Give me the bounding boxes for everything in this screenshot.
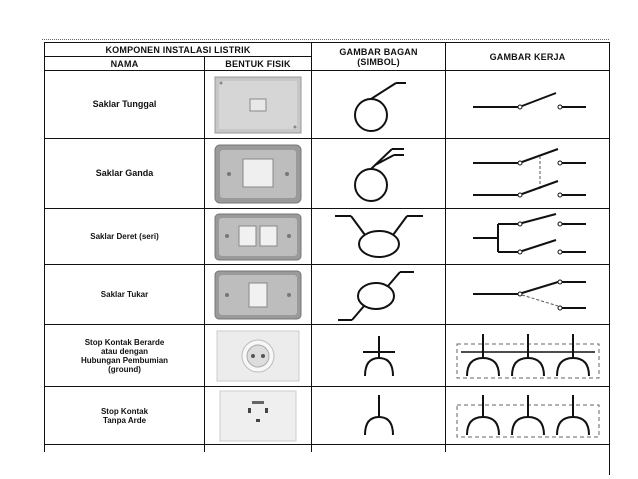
double-switch-photo	[213, 143, 303, 205]
ungrounded-socket-photo	[218, 389, 298, 443]
row-name: Stop Kontak Berarde atau dengan Hubungan Pembumian (ground)	[80, 337, 169, 374]
changeover-switch-symbol	[334, 266, 424, 324]
series-switch-photo	[213, 212, 303, 262]
top-dotted-rule	[42, 39, 609, 40]
ungrounded-socket-symbol	[349, 391, 409, 441]
table-row	[45, 71, 610, 139]
double-switch-symbol	[344, 143, 414, 205]
single-switch-photo	[213, 75, 303, 135]
changeover-switch-wiring	[468, 270, 588, 320]
single-switch-wiring	[468, 85, 588, 125]
header-name: NAMA	[45, 57, 205, 71]
series-switch-wiring	[468, 210, 588, 264]
row-name: Saklar Deret (seri)	[90, 232, 159, 241]
component-table	[44, 42, 609, 475]
double-switch-wiring	[468, 143, 588, 205]
grounded-socket-wiring	[453, 330, 603, 382]
row-name: Stop Kontak Tanpa Arde	[100, 406, 149, 425]
changeover-switch-photo	[213, 269, 303, 321]
ungrounded-socket-wiring	[453, 391, 603, 441]
table-row	[45, 139, 610, 209]
header-work: GAMBAR KERJA	[446, 43, 610, 71]
header-physical: BENTUK FISIK	[205, 57, 312, 71]
row-name: Saklar Tunggal	[92, 99, 157, 109]
table-row	[45, 325, 610, 387]
series-switch-symbol	[329, 210, 429, 264]
header-symbol: GAMBAR BAGAN (SIMBOL)	[312, 43, 446, 71]
table-row	[45, 265, 610, 325]
table-row	[45, 209, 610, 265]
single-switch-symbol	[344, 75, 414, 135]
grounded-socket-symbol	[349, 330, 409, 382]
row-name: Saklar Tukar	[100, 290, 149, 299]
grounded-socket-photo	[215, 329, 301, 383]
row-name: Saklar Ganda	[95, 168, 154, 178]
header-group-title: KOMPONEN INSTALASI LISTRIK	[45, 43, 312, 57]
table-row	[45, 387, 610, 445]
page-bottom-mask	[44, 452, 609, 479]
